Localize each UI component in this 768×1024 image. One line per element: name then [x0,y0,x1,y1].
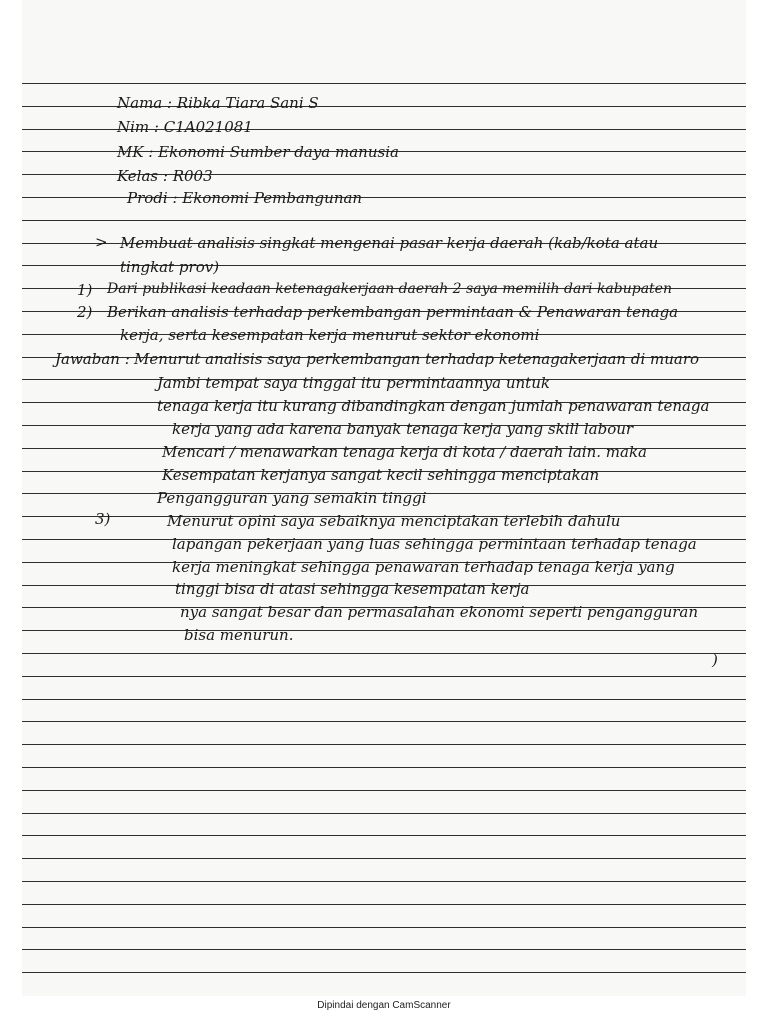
ruled-line [22,927,746,928]
question-1-number: 1) [77,281,93,299]
question-1-text: Dari publikasi keadaan ketenagakerjaan daerah 2 saya memilih dari kabupaten [107,281,672,297]
ruled-line [22,881,746,882]
mk-line: MK : Ekonomi Sumber daya manusia [117,143,399,161]
answer-line: Mencari / menawarkan tenaga kerja di kota / daerah lain. maka [162,443,647,461]
point-3-line: lapangan pekerjaan yang luas sehingga permintaan terhadap tenaga [172,535,697,553]
assignment-line-1: Membuat analisis singkat mengenai pasar kerja daerah (kab/kota atau [120,234,659,252]
answer-line: tenaga kerja itu kurang dibandingkan dengan jumlah penawaran tenaga [157,397,710,415]
ruled-line [22,858,746,859]
ruled-line [22,630,746,631]
answer-line: Menurut analisis saya perkembangan terhadap ketenagakerjaan di muaro [134,350,700,368]
kelas-line: Kelas : R003 [117,167,213,185]
ruled-line [22,790,746,791]
ruled-line [22,972,746,973]
point-3-line: Menurut opini saya sebaiknya menciptakan terlebih dahulu [167,512,621,530]
answer-line: kerja yang ada karena banyak tenaga kerja yang skill labour [172,420,634,438]
question-2-line-1: Berikan analisis terhadap perkembangan permintaan & Penawaran tenaga [107,303,679,321]
scanner-watermark: Dipindai dengan CamScanner [317,1000,451,1011]
ruled-line [22,904,746,905]
point-3-line: bisa menurun. [184,626,294,644]
ruled-line [22,220,746,221]
ruled-line [22,767,746,768]
nama-line: Nama : Ribka Tiara Sani S [117,94,319,112]
answer-line: Jambi tempat saya tinggal itu permintaannya untuk [157,374,550,392]
prodi-line: Prodi : Ekonomi Pembangunan [127,189,363,207]
ruled-line [22,744,746,745]
closing-mark: ) [712,651,718,669]
point-3-line: nya sangat besar dan permasalahan ekonomi seperti pengangguran [180,603,699,621]
question-2-number: 2) [77,303,93,321]
point-3-line: tinggi bisa di atasi sehingga kesempatan kerja [175,580,530,598]
ruled-line [22,699,746,700]
nim-line: Nim : C1A021081 [117,118,253,136]
question-2-line-2: kerja, serta kesempatan kerja menurut sektor ekonomi [120,326,540,344]
point-3-line: kerja meningkat sehingga penawaran terhadap tenaga kerja yang [172,558,675,576]
ruled-line [22,813,746,814]
notebook-page [22,0,746,996]
point-3-number: 3) [95,510,111,528]
answer-line: Pengangguran yang semakin tinggi [157,489,427,507]
ruled-line [22,676,746,677]
ruled-line [22,949,746,950]
assignment-line-2: tingkat prov) [120,258,220,276]
ruled-line [22,83,746,84]
ruled-line [22,653,746,654]
answer-line: Kesempatan kerjanya sangat kecil sehingga menciptakan [162,466,600,484]
ruled-line [22,721,746,722]
assignment-bullet: > [95,233,108,251]
ruled-line [22,835,746,836]
answer-label: Jawaban : [55,350,130,368]
